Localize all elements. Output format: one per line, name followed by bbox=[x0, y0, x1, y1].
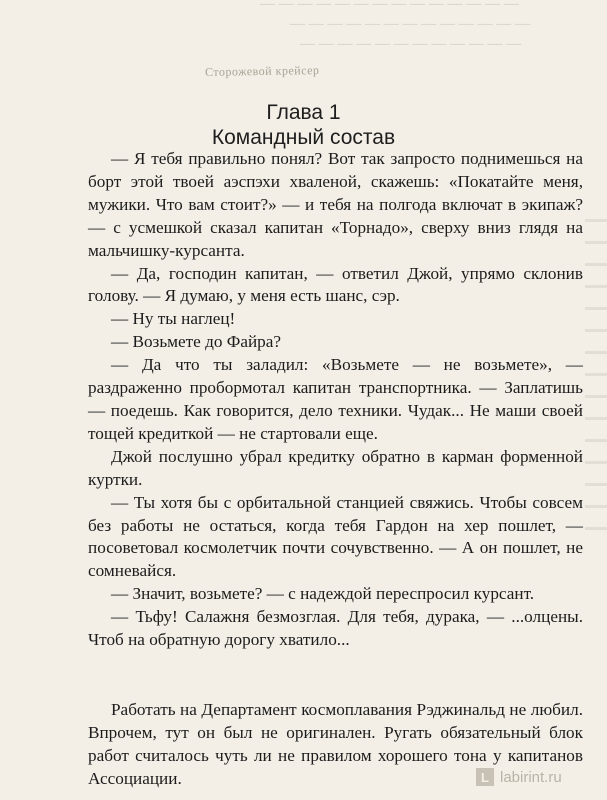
chapter-heading bbox=[0, 100, 607, 150]
section-break bbox=[88, 652, 583, 699]
running-head: Сторожевой крейсер bbox=[204, 63, 320, 79]
watermark bbox=[476, 768, 562, 786]
paragraph: — Тьфу! Салажня безмозглая. Для тебя, дурака, — ...олцены. Чтоб на обратную дорогу хватило... bbox=[88, 607, 583, 650]
paragraph: — Я тебя правильно понял? Вот так запросто поднимешься на борт этой твоей аэспэхи хваленой, скажешь: «Покатайте меня, мужики. Что вам стоит?» — и тебя на полгода включат в экипаж? — с усмешкой сказал капитан «Торнадо», сверху вниз глядя на мальчишку-курсанта. bbox=[88, 149, 583, 260]
paragraph: — Возьмете до Файра? bbox=[111, 332, 282, 352]
paragraph: — Ну ты наглец! bbox=[111, 309, 236, 329]
right-edge-bleed bbox=[585, 200, 607, 700]
page-body bbox=[88, 148, 583, 791]
labirint-logo-icon: L bbox=[476, 768, 494, 786]
paragraph: — Значит, возьмете? — с надеждой переспросил курсант. bbox=[111, 584, 535, 604]
watermark-text: labirint.ru bbox=[500, 768, 562, 786]
chapter-title: Командный состав bbox=[211, 126, 396, 149]
chapter-number: Глава 1 bbox=[266, 101, 341, 124]
paragraph: — Да что ты заладил: «Возьмете — не возьмете», — раздраженно пробормотал капитан транспортника. — Заплатишь — поедешь. Как говорится, дело техники. Чудак... Не маши своей тощей кредиткой — не стартовали еще. bbox=[88, 355, 583, 443]
paragraph: — Ты хотя бы с орбитальной станцией свяжись. Чтобы совсем без работы не остаться, когда тебя Гардон на хер пошлет, — посоветовал космолетчик почти сочувственно. — А он пошлет, не сомневайся. bbox=[88, 492, 583, 581]
paragraph: Джой послушно убрал кредитку обратно в карман форменной куртки. bbox=[88, 446, 583, 489]
paragraph: — Да, господин капитан, — ответил Джой, упрямо склонив голову. — Я думаю, у меня есть шанс, сэр. bbox=[88, 263, 583, 306]
paragraph: Работать на Департамент космоплавания Рэджинальд не любил. Впрочем, тут он был не оригинален. Ругать обязательный блок работ считалось чуть ли не правилом хорошего тона у капитанов Ассоциации. bbox=[88, 699, 583, 788]
bleed-through-text: — — — — — — — — — — — — — — — — — — — — — — — — — — — — — — — — — — — — — — — bbox=[260, 0, 530, 52]
